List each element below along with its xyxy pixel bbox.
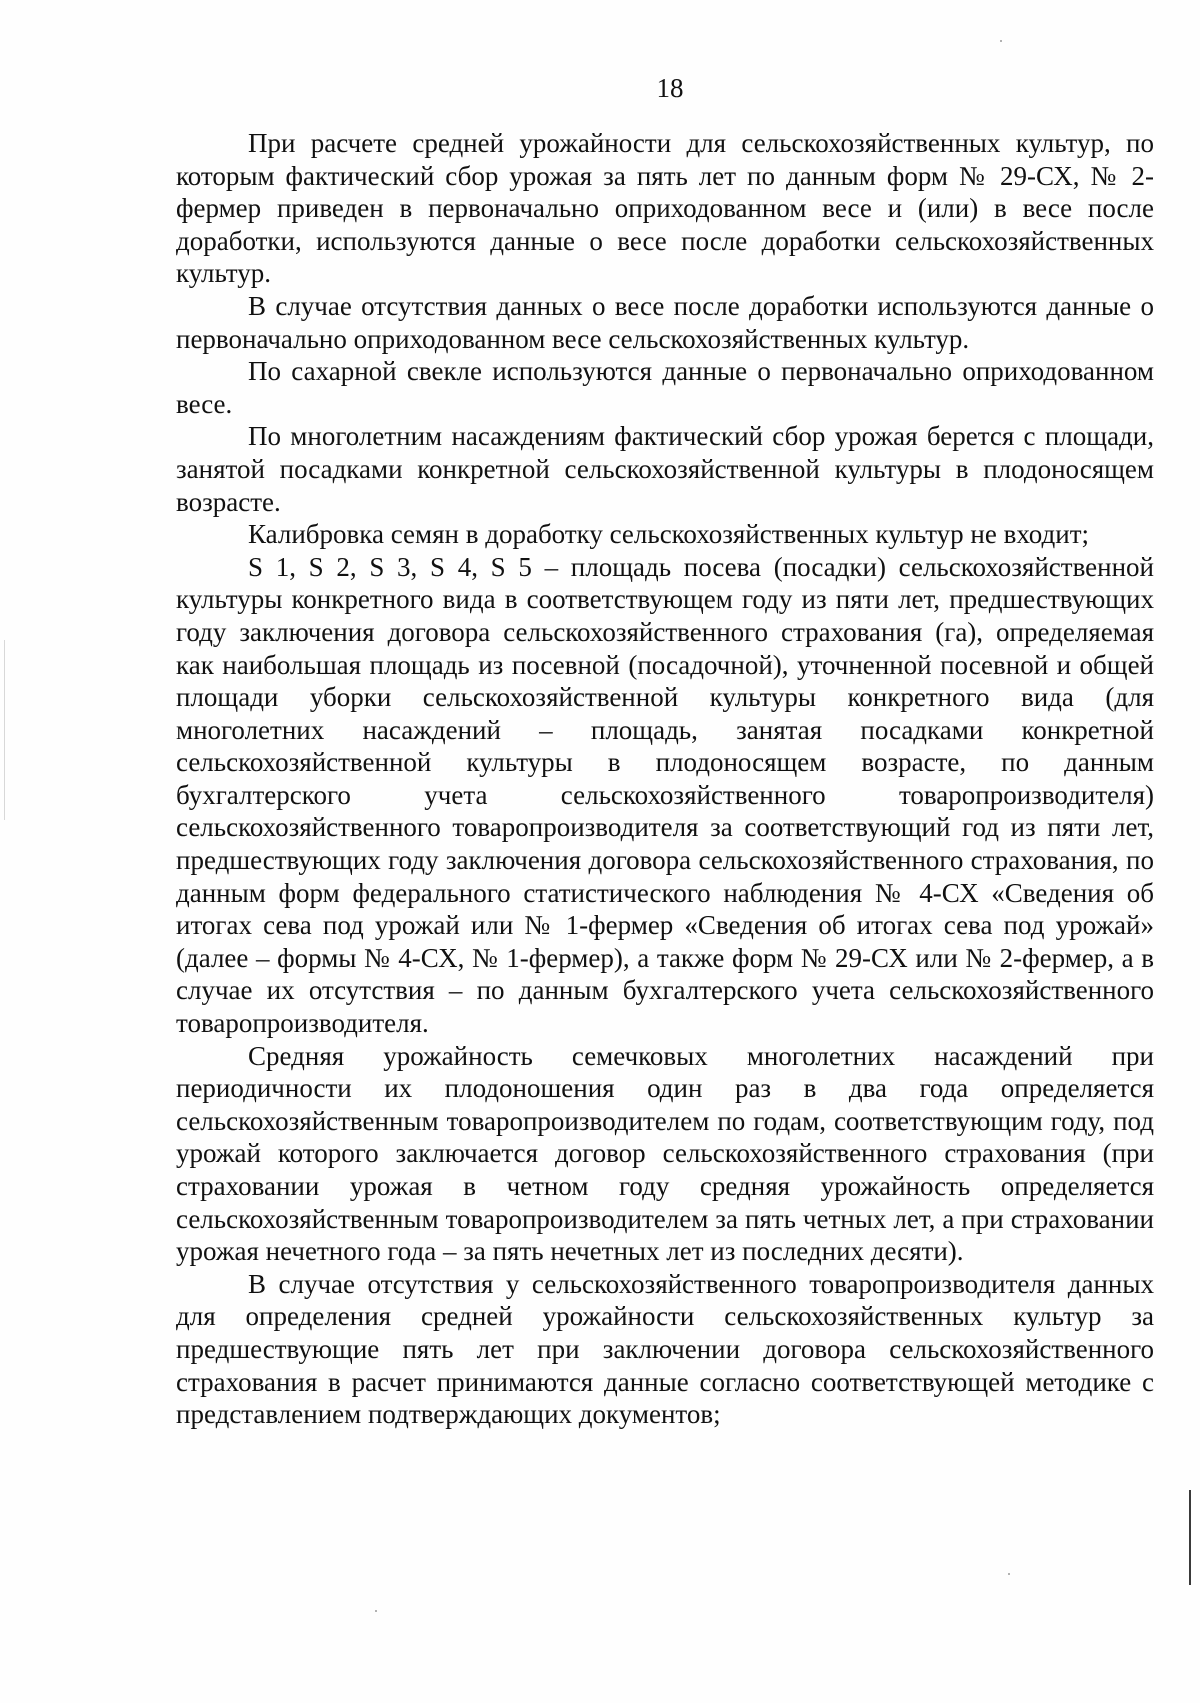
scan-speck [1008,1573,1010,1575]
paragraph-yield-calculation: При расчете средней урожайности для сельскохозяйственных культур, по которым фактический сбор урожая за пять лет по данным форм № 29-СХ, № 2-фермер приведен в первоначально оприходованном весе и (или) в весе после доработки, используются данные о весе после доработки сельскохозяйственных культур. [176,128,1154,289]
paragraph-sown-area-definition: S 1, S 2, S 3, S 4, S 5 – площадь посева (посадки) сельскохозяйственной культуры конкретного вида в соответствующем году из пяти лет, предшествующих году заключения договора сельскохозяйственного страхования (га), определяемая как наибольшая площадь из посевной (посадочной), уточненной посевной и общей площади уборки сельскохозяйственной культуры конкретного вида (для многолетних насаждений – площадь, занятая посадками конкретной сельскохозяйственной культуры в плодоносящем возрасте, по данным бухгалтерского учета сельскохозяйственного товаропроизводителя) сельскохозяйственного товаропроизводителя за соответствующий год из пяти лет, предшествующих году заключения договора сельскохозяйственного страхования, по данным форм федерального статистического наблюдения № 4-СХ «Сведения об итогах сева под урожай или № 1-фермер «Сведения об итогах сева под урожай» (далее – формы № 4-СХ, № 1-фермер), а также форм № 29-СХ или № 2-фермер, а в случае их отсутствия – по данным бухгалтерского учета сельскохозяйственного товаропроизводителя. [176,551,1154,1039]
paragraph-perennial-plantings: По многолетним насаждениям фактический сбор урожая берется с площади, занятой посадками конкретной сельскохозяйственной культуры в плодоносящем возрасте. [176,421,1154,517]
paragraph-seed-calibration: Калибровка семян в доработку сельскохозяйственных культур не входит; [248,519,1090,550]
paragraph-missing-yield-data: В случае отсутствия у сельскохозяйственного товаропроизводителя данных для определения средней урожайности сельскохозяйственных культур за предшествующие пять лет при заключении договора сельскохозяйственного страхования в расчет принимаются данные согласно соответствующей методике с представлением подтверждающих документов; [176,1268,1154,1430]
paragraph-sugar-beet: По сахарной свекле используются данные о первоначально оприходованном весе. [176,356,1154,419]
paragraph-missing-weight-data: В случае отсутствия данных о весе после доработки используются данные о первоначально оприходованном весе сельскохозяйственных культур. [176,290,1154,354]
paragraph-pome-fruit-yield: Средняя урожайность семечковых многолетних насаждений при периодичности их плодоношения один раз в два года определяется сельскохозяйственным товаропроизводителем по годам, соответствующим году, под урожай которого заключается договор сельскохозяйственного страхования (при страховании урожая в четном году средняя урожайность определяется сельскохозяйственным товаропроизводителем за пять четных лет, а при страховании урожая нечетного года – за пять нечетных лет из последних десяти). [176,1040,1154,1267]
scan-speck [375,1610,377,1612]
scan-edge-line [4,640,5,820]
scan-margin-mark [1189,1490,1191,1585]
page-number: 18 [656,73,684,103]
document-body [176,127,1154,1431]
scan-speck [1000,40,1002,42]
